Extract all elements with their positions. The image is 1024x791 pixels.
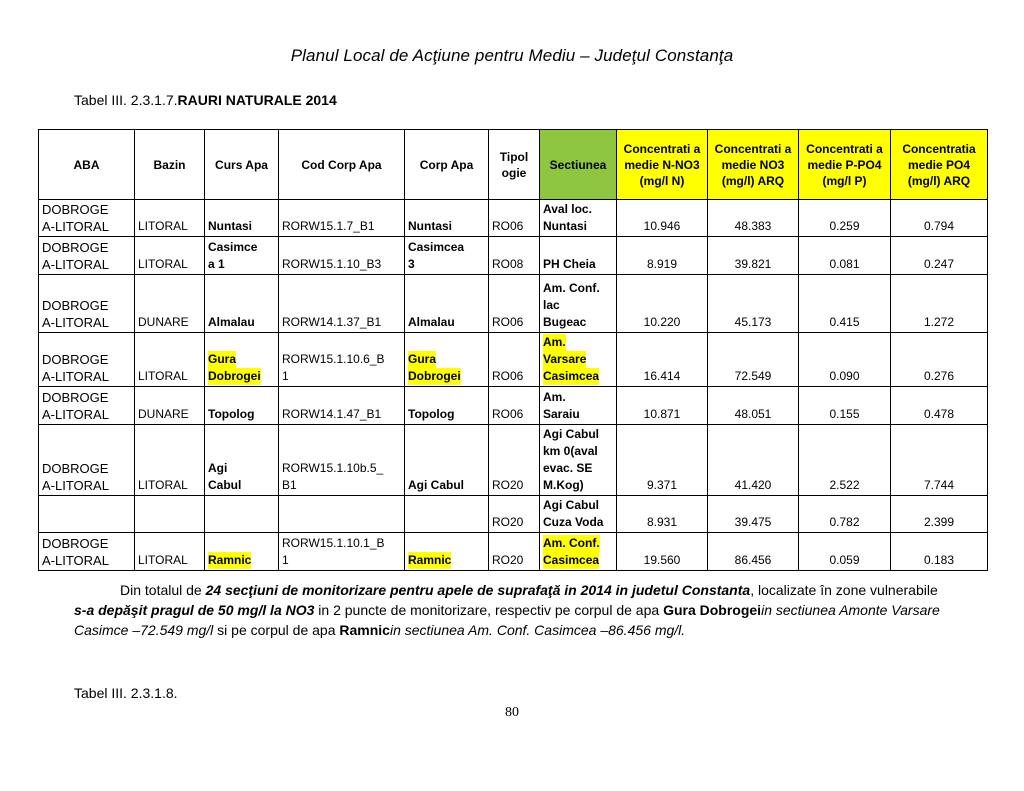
cell-sectiunea-line: Varsare: [543, 352, 587, 366]
cell-no3-arq: 48.383: [708, 200, 799, 237]
cell-po4-arq: 7.744: [891, 425, 988, 496]
cell-corp-apa-line: Nuntasi: [408, 219, 453, 233]
cell-sectiunea-line: Nuntasi: [543, 219, 588, 233]
cell-no3-arq: 39.475: [708, 496, 799, 533]
next-table-caption: Tabel III. 2.3.1.8.: [74, 685, 178, 701]
cell-p-po4: 2.522: [799, 425, 891, 496]
cell-curs-apa-line: Gura: [208, 352, 237, 366]
cell-no3-arq: 39.821: [708, 237, 799, 275]
cell-po4-arq: 0.794: [891, 200, 988, 237]
cell-curs-apa: [205, 533, 279, 571]
cell-po4-arq: 0.478: [891, 387, 988, 425]
cell-curs-apa: [205, 200, 279, 237]
cell-aba-line: DOBROGE: [42, 536, 109, 551]
table-row: [39, 533, 988, 571]
cell-aba: [39, 533, 135, 571]
cell-curs-apa-line: Almalau: [208, 315, 255, 329]
cell-curs-apa-line: Agi: [208, 461, 228, 475]
page-header: Planul Local de Acţiune pentru Mediu – Judeţul Constanţa: [290, 46, 734, 65]
cell-p-po4: 0.782: [799, 496, 891, 533]
para-section-1: in sectiunea Amonte Varsare Casimce –72.549 mg/l: [74, 602, 940, 638]
cell-n-no3: 8.919: [617, 237, 708, 275]
cell-sectiunea: [540, 200, 617, 237]
cell-sectiunea-line: Casimcea: [543, 369, 600, 383]
cell-aba-line: A-LITORAL: [42, 478, 109, 493]
cell-aba-line: DOBROGE: [42, 202, 109, 217]
cell-n-no3: 10.220: [617, 275, 708, 333]
cell-sectiunea-line: lac: [543, 298, 560, 312]
cell-n-no3: 9.371: [617, 425, 708, 496]
cell-no3-arq: 48.051: [708, 387, 799, 425]
cell-bazin: DUNARE: [135, 387, 205, 425]
cell-curs-apa-line: Nuntasi: [208, 219, 253, 233]
cell-p-po4: 0.059: [799, 533, 891, 571]
cell-corp-apa-line: Dobrogei: [408, 369, 461, 383]
table-row: [39, 496, 988, 533]
cell-tipologie: RO08: [489, 237, 540, 275]
cell-cod-corp-apa: [279, 275, 405, 333]
cell-p-po4: 0.415: [799, 275, 891, 333]
cell-aba-line: A-LITORAL: [42, 369, 109, 384]
cell-aba-line: DOBROGE: [42, 461, 109, 476]
cell-aba-line: A-LITORAL: [42, 315, 109, 330]
cell-sectiunea: [540, 425, 617, 496]
cell-n-no3: 10.946: [617, 200, 708, 237]
cell-sectiunea: [540, 533, 617, 571]
cell-aba-line: DOBROGE: [42, 240, 109, 255]
cell-curs-apa: [205, 275, 279, 333]
cell-corp-apa: [405, 237, 489, 275]
cell-corp-apa-line: 3: [408, 257, 415, 271]
cell-aba-line: A-LITORAL: [42, 257, 109, 272]
cell-aba-line: DOBROGE: [42, 298, 109, 313]
table-body: [39, 200, 988, 571]
cell-aba: [39, 237, 135, 275]
table-row: [39, 275, 988, 333]
cell-bazin: LITORAL: [135, 200, 205, 237]
cell-corp-apa-line: Gura: [408, 352, 437, 366]
cell-sectiunea-line: PH Cheia: [543, 257, 596, 271]
cell-p-po4: 0.155: [799, 387, 891, 425]
cell-n-no3: 10.871: [617, 387, 708, 425]
cell-bazin: LITORAL: [135, 237, 205, 275]
table-caption: [74, 92, 337, 108]
cell-curs-apa: [205, 237, 279, 275]
cell-sectiunea-line: Agi Cabul: [543, 498, 599, 512]
cell-curs-apa-line: Casimce: [208, 240, 258, 254]
cell-curs-apa-line: Dobrogei: [208, 369, 261, 383]
cell-sectiunea: [540, 496, 617, 533]
cell-curs-apa: [205, 333, 279, 387]
header-curs-apa: Curs Apa: [205, 130, 279, 200]
cell-corp-apa-line: Casimcea: [408, 240, 465, 254]
cell-corp-apa: [405, 275, 489, 333]
cell-aba-line: DOBROGE: [42, 390, 109, 405]
cell-n-no3: 19.560: [617, 533, 708, 571]
cell-cod-corp-apa: [279, 200, 405, 237]
cell-sectiunea-line: km 0(aval: [543, 444, 598, 458]
cell-sectiunea-line: Am. Conf.: [543, 281, 600, 295]
cell-cod-corp-apa: [279, 333, 405, 387]
cell-sectiunea: [540, 237, 617, 275]
header-n-no3: Concentrati a medie N-NO3 (mg/l N): [617, 130, 708, 200]
cell-curs-apa-line: Ramnic: [208, 553, 252, 567]
cell-sectiunea: [540, 275, 617, 333]
cell-cod-corp-apa-line: RORW14.1.37_B1: [282, 315, 382, 329]
cell-corp-apa: [405, 533, 489, 571]
cell-sectiunea: [540, 333, 617, 387]
cell-cod-corp-apa-line: RORW15.1.10.6_B: [282, 352, 385, 366]
cell-aba: [39, 387, 135, 425]
cell-corp-apa: [405, 425, 489, 496]
cell-no3-arq: 45.173: [708, 275, 799, 333]
cell-sectiunea: [540, 387, 617, 425]
cell-cod-corp-apa-line: RORW15.1.10.1_B: [282, 536, 385, 550]
table-row: [39, 237, 988, 275]
cell-corp-apa-line: Agi Cabul: [408, 478, 464, 492]
header-tipologie: Tipol ogie: [489, 130, 540, 200]
cell-tipologie: RO20: [489, 496, 540, 533]
para-ramnic: Ramnic: [339, 622, 390, 638]
cell-cod-corp-apa-line: 1: [282, 369, 289, 383]
cell-bazin: LITORAL: [135, 425, 205, 496]
cell-tipologie: RO06: [489, 275, 540, 333]
para-text-4: si pe corpul de apa: [213, 622, 340, 638]
cell-cod-corp-apa-line: 1: [282, 553, 289, 567]
cell-cod-corp-apa: [279, 496, 405, 533]
cell-aba: [39, 200, 135, 237]
cell-sectiunea-line: Casimcea: [543, 553, 600, 567]
cell-cod-corp-apa-line: B1: [282, 478, 297, 492]
cell-bazin: [135, 496, 205, 533]
rivers-table: [38, 129, 988, 571]
cell-po4-arq: 0.183: [891, 533, 988, 571]
cell-bazin: LITORAL: [135, 533, 205, 571]
cell-sectiunea-line: Agi Cabul: [543, 427, 599, 441]
table-row: [39, 387, 988, 425]
cell-sectiunea-line: Cuza Voda: [543, 515, 604, 529]
cell-no3-arq: 41.420: [708, 425, 799, 496]
table-caption-prefix: Tabel III. 2.3.1.7.: [74, 92, 178, 108]
para-emphasis-threshold: s-a depăşit pragul de 50 mg/l la NO3: [74, 602, 315, 618]
cell-tipologie: RO20: [489, 533, 540, 571]
cell-cod-corp-apa: [279, 387, 405, 425]
cell-sectiunea-line: Aval loc.: [543, 202, 592, 216]
cell-aba: [39, 496, 135, 533]
page-number: 80: [505, 705, 519, 720]
cell-curs-apa: [205, 496, 279, 533]
cell-sectiunea-line: Am.: [543, 390, 566, 404]
header-sectiunea: Sectiunea: [540, 130, 617, 200]
header-p-po4: Concentrati a medie P-PO4 (mg/l P): [799, 130, 891, 200]
cell-curs-apa: [205, 425, 279, 496]
para-text-1: Din totalul de: [120, 582, 206, 598]
cell-sectiunea-line: M.Kog): [543, 478, 584, 492]
cell-n-no3: 16.414: [617, 333, 708, 387]
cell-aba-line: A-LITORAL: [42, 407, 109, 422]
cell-po4-arq: 2.399: [891, 496, 988, 533]
cell-sectiunea-line: Bugeac: [543, 315, 587, 329]
header-aba: ABA: [39, 130, 135, 200]
cell-aba-line: DOBROGE: [42, 352, 109, 367]
cell-tipologie: RO06: [489, 200, 540, 237]
cell-tipologie: RO20: [489, 425, 540, 496]
table-row: [39, 333, 988, 387]
cell-sectiunea-line: evac. SE: [543, 461, 593, 475]
table-header-row: [39, 130, 988, 200]
cell-aba: [39, 275, 135, 333]
cell-po4-arq: 0.247: [891, 237, 988, 275]
cell-sectiunea-line: Saraiu: [543, 407, 580, 421]
header-po4-arq: Concentratia medie PO4 (mg/l) ARQ: [891, 130, 988, 200]
cell-cod-corp-apa: [279, 533, 405, 571]
cell-cod-corp-apa-line: RORW14.1.47_B1: [282, 407, 382, 421]
cell-p-po4: 0.259: [799, 200, 891, 237]
cell-aba: [39, 333, 135, 387]
cell-curs-apa: [205, 387, 279, 425]
cell-tipologie: RO06: [489, 387, 540, 425]
cell-p-po4: 0.081: [799, 237, 891, 275]
cell-aba-line: A-LITORAL: [42, 553, 109, 568]
cell-sectiunea-line: Am.: [543, 335, 566, 349]
cell-corp-apa: [405, 496, 489, 533]
cell-cod-corp-apa-line: RORW15.1.7_B1: [282, 219, 375, 233]
cell-corp-apa-line: Ramnic: [408, 553, 452, 567]
header-no3-arq: Concentrati a medie NO3 (mg/l) ARQ: [708, 130, 799, 200]
cell-aba-line: A-LITORAL: [42, 219, 109, 234]
cell-curs-apa-line: Topolog: [208, 407, 255, 421]
para-section-2: in sectiunea Am. Conf. Casimcea –86.456 mg/l.: [389, 622, 686, 638]
para-emphasis-sections: 24 secţiuni de monitorizare pentru apele de suprafaţă in 2014 in judetul Constanta: [205, 582, 751, 598]
cell-tipologie: RO06: [489, 333, 540, 387]
table-caption-title: RAURI NATURALE 2014: [177, 92, 337, 108]
cell-corp-apa-line: Topolog: [408, 407, 455, 421]
cell-corp-apa: [405, 387, 489, 425]
summary-paragraph: [74, 580, 954, 640]
cell-po4-arq: 0.276: [891, 333, 988, 387]
cell-sectiunea-line: Am. Conf.: [543, 536, 600, 550]
table-row: [39, 425, 988, 496]
cell-n-no3: 8.931: [617, 496, 708, 533]
cell-p-po4: 0.090: [799, 333, 891, 387]
table-row: [39, 200, 988, 237]
cell-cod-corp-apa-line: RORW15.1.10b.5_: [282, 461, 384, 475]
para-text-2: , localizate în zone vulnerabile: [750, 582, 938, 598]
cell-cod-corp-apa-line: RORW15.1.10_B3: [282, 257, 382, 271]
para-gura-dobrogei: Gura Dobrogei: [663, 602, 762, 618]
cell-corp-apa-line: Almalau: [408, 315, 455, 329]
cell-curs-apa-line: a 1: [208, 257, 225, 271]
header-corp-apa: Corp Apa: [405, 130, 489, 200]
para-text-3: in 2 puncte de monitorizare, respectiv pe corpul de apa: [314, 602, 664, 618]
cell-cod-corp-apa: [279, 425, 405, 496]
cell-no3-arq: 86.456: [708, 533, 799, 571]
cell-aba: [39, 425, 135, 496]
header-bazin: Bazin: [135, 130, 205, 200]
cell-no3-arq: 72.549: [708, 333, 799, 387]
cell-corp-apa: [405, 200, 489, 237]
cell-po4-arq: 1.272: [891, 275, 988, 333]
cell-curs-apa-line: Cabul: [208, 478, 242, 492]
cell-cod-corp-apa: [279, 237, 405, 275]
cell-bazin: LITORAL: [135, 333, 205, 387]
cell-bazin: DUNARE: [135, 275, 205, 333]
header-cod-corp-apa: Cod Corp Apa: [279, 130, 405, 200]
cell-corp-apa: [405, 333, 489, 387]
